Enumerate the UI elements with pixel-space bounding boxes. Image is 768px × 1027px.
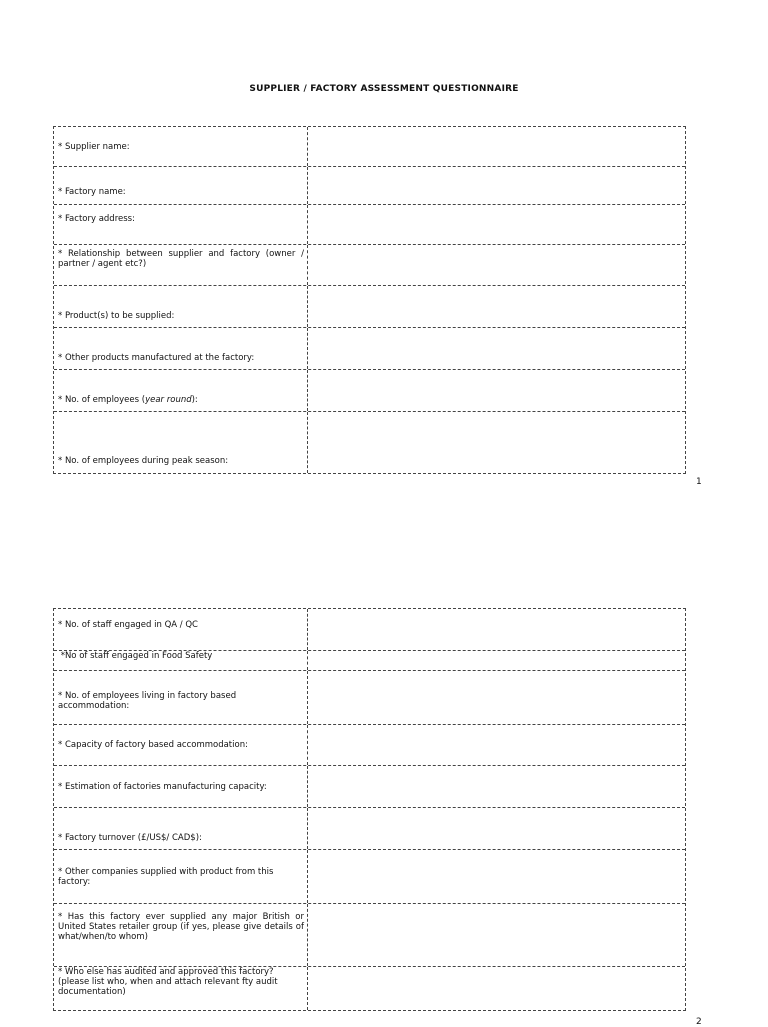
questionnaire-table-page-1 [53,126,686,474]
other-companies-label [54,850,308,903]
factory-name-label [54,167,308,204]
accommodation-capacity-label-text: * Capacity of factory based accommodation: [58,740,248,750]
relationship-field[interactable] [308,245,685,285]
employees-peak-season-label-text: * No. of employees during peak season: [58,456,229,466]
staff-food-safety-label-text: *No of staff engaged in Food Safety [58,651,213,661]
other-products-label [54,328,308,369]
form-row-manufacturing-capacity [54,766,685,808]
employees-accommodation-label [54,671,308,724]
products-supplied-label [54,286,308,327]
employees-accommodation-label-text: * No. of employees living in factory based accommodation: [58,691,237,711]
page-number: 2 [696,1017,702,1027]
manufacturing-capacity-label-text: * Estimation of factories manufacturing capacity: [58,781,267,792]
manufacturing-capacity-label [54,766,308,807]
manufacturing-capacity-field[interactable] [308,766,685,807]
employees-year-round-label-suffix: ): [191,395,198,405]
form-row-accommodation-capacity [54,725,685,766]
other-products-field[interactable] [308,328,685,369]
employees-year-round-label-prefix: * No. of employees ( [58,395,146,405]
form-row-audited-approved [54,967,685,1010]
other-products-label-text: * Other products manufactured at the factory: [58,353,255,363]
british-us-retailer-label [54,904,308,966]
form-row-factory-turnover [54,808,685,850]
supplier-name-label-text: * Supplier name: [58,141,130,152]
factory-turnover-field[interactable] [308,808,685,849]
form-row-employees-peak-season [54,412,685,473]
supplier-name-label [54,127,308,166]
factory-turnover-label [54,808,308,849]
form-row-factory-address [54,205,685,245]
staff-food-safety-field[interactable] [308,651,685,670]
accommodation-capacity-field[interactable] [308,725,685,765]
form-row-staff-qa-qc [54,609,685,651]
staff-qa-qc-label [54,609,308,650]
other-companies-field[interactable] [308,850,685,903]
staff-food-safety-label [54,651,308,670]
audited-approved-field[interactable] [308,967,685,1010]
accommodation-capacity-label [54,725,308,765]
factory-turnover-label-text: * Factory turnover (£/US$/ CAD$): [58,833,202,843]
factory-address-label-text: * Factory address: [58,214,135,224]
employees-year-round-label-italic: year round [145,395,192,405]
form-row-products-supplied [54,286,685,328]
factory-address-label [54,205,308,244]
employees-year-round-field[interactable] [308,370,685,411]
supplier-name-field[interactable] [308,127,685,166]
other-companies-label-text: * Other companies supplied with product from this factory: [58,866,274,887]
form-row-staff-food-safety [54,651,685,671]
audited-approved-label-text: * Who else has audited and approved this factory? (please list who, when and attach relevant fty audit documentation) [58,967,278,997]
document-title: SUPPLIER / FACTORY ASSESSMENT QUESTIONNAIRE [249,84,519,94]
form-row-employees-accommodation [54,671,685,725]
products-supplied-label-text: * Product(s) to be supplied: [58,311,175,321]
british-us-retailer-label-text: * Has this factory ever supplied any major British or United States retailer group (if yes, please give details of what/when/to whom) [58,912,304,942]
page-number: 1 [696,477,702,487]
staff-qa-qc-label-text: * No. of staff engaged in QA / QC [58,620,198,630]
factory-name-field[interactable] [308,167,685,204]
employees-peak-season-field[interactable] [308,412,685,473]
factory-address-field[interactable] [308,205,685,244]
form-row-employees-year-round [54,370,685,412]
questionnaire-table-page-2 [53,608,686,1011]
form-row-british-us-retailer [54,904,685,967]
employees-year-round-label-text [58,395,198,405]
audited-approved-label [54,967,308,1010]
british-us-retailer-field[interactable] [308,904,685,966]
form-row-other-companies [54,850,685,904]
form-row-supplier-name [54,127,685,167]
form-row-other-products [54,328,685,370]
employees-peak-season-label [54,412,308,473]
employees-accommodation-field[interactable] [308,671,685,724]
staff-qa-qc-field[interactable] [308,609,685,650]
employees-year-round-label [54,370,308,411]
form-row-factory-name [54,167,685,205]
factory-name-label-text: * Factory name: [58,187,126,197]
relationship-label [54,245,308,285]
relationship-label-text: * Relationship between supplier and factory (owner / partner / agent etc?) [58,249,304,269]
form-row-relationship [54,245,685,286]
products-supplied-field[interactable] [308,286,685,327]
